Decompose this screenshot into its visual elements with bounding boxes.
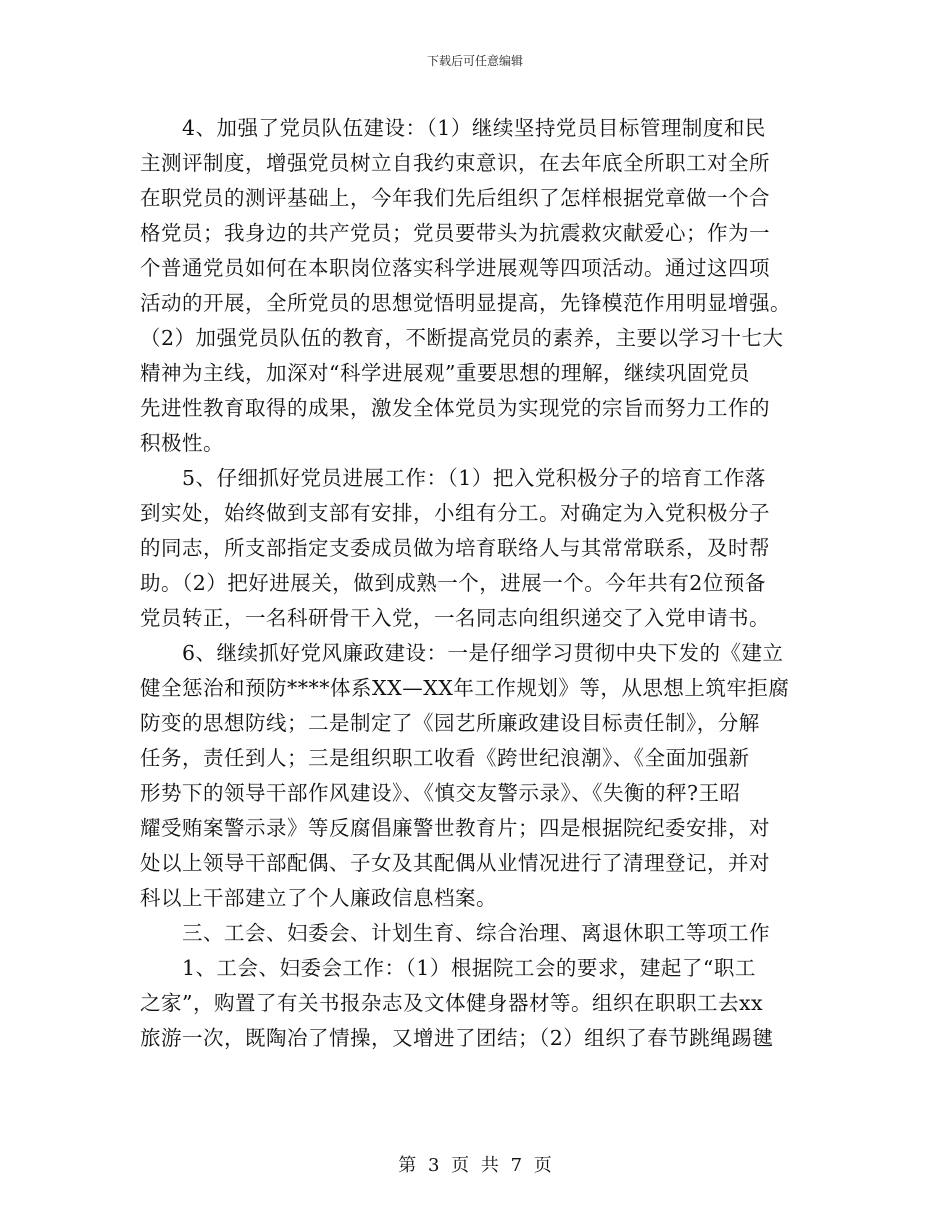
text-line: 党员转正，一名科研骨干入党，一名同志向组织递交了入党申请书。 — [140, 606, 770, 630]
text-line: 耀受贿案警示录》等反腐倡廉警世教育片；四是根据院纪委安排，对 — [140, 816, 770, 840]
page-header: 下载后可任意编辑 — [426, 54, 523, 68]
text-line: 先进性教育取得的成果，激发全体党员为实现党的宗旨而努力工作的 — [140, 396, 770, 420]
text-line: 之家”，购置了有关书报杂志及文体健身器材等。组织在职职工去xx — [140, 991, 764, 1015]
text-line: 4、加强了党员队伍建设：（1）继续坚持党员目标管理制度和民 — [140, 116, 766, 140]
text-line: 6、继续抓好党风廉政建设：一是仔细学习贯彻中央下发的《建立 — [140, 641, 784, 665]
text-line: 处以上领导干部配偶、子女及其配偶从业情况进行了清理登记，并对 — [140, 851, 770, 875]
text-line: 主测评制度，增强党员树立自我约束意识，在去年底全所职工对全所 — [140, 151, 770, 175]
text-line: 1、工会、妇委会工作：（1）根据院工会的要求，建起了“职工 — [140, 956, 756, 980]
page-footer: 第 3 页 共 7 页 — [398, 1155, 552, 1176]
text-line: 科以上干部建立了个人廉政信息档案。 — [140, 886, 497, 910]
text-line: 防变的思想防线；二是制定了《园艺所廉政建设目标责任制》，分解 — [140, 711, 760, 735]
text-line: 形势下的领导干部作风建设》、《慎交友警示录》、《失衡的秤?王昭 — [140, 781, 741, 805]
text-line: 活动的开展，全所党员的思想觉悟明显提高，先锋模范作用明显增强。 — [140, 291, 791, 315]
text-line: 健全惩治和预防****体系XX—XX年工作规划》等，从思想上筑牢拒腐 — [140, 676, 790, 700]
text-line: 5、仔细抓好党员进展工作：（1）把入党积极分子的培育工作落 — [140, 466, 766, 490]
text-line: 个普通党员如何在本职岗位落实科学进展观等四项活动。通过这四项 — [140, 256, 770, 280]
text-line: 在职党员的测评基础上，今年我们先后组织了怎样根据党章做一个合 — [140, 186, 770, 210]
text-line: 助。（2）把好进展关，做到成熟一个，进展一个。今年共有2位预备 — [140, 571, 766, 595]
text-line: 三、工会、妇委会、计划生育、综合治理、离退休职工等项工作 — [140, 921, 770, 945]
text-line: 格党员；我身边的共产党员；党员要带头为抗震救灾献爱心；作为一 — [140, 221, 770, 245]
text-line: 旅游一次，既陶冶了情操，又增进了团结；（2）组织了春节跳绳踢毽 — [140, 1026, 774, 1050]
text-line: 精神为主线，加深对“科学进展观”重要思想的理解，继续巩固党员 — [140, 361, 750, 385]
text-line: 到实处，始终做到支部有安排，小组有分工。对确定为入党积极分子 — [140, 501, 770, 525]
text-line: 任务，责任到人；三是组织职工收看《跨世纪浪潮》、《全面加强新 — [140, 746, 750, 770]
text-line: 的同志，所支部指定支委成员做为培育联络人与其常常联系，及时帮 — [140, 536, 770, 560]
text-line: 积极性。 — [140, 431, 224, 455]
text-line: （2）加强党员队伍的教育，不断提高党员的素养，主要以学习十七大 — [140, 326, 784, 350]
